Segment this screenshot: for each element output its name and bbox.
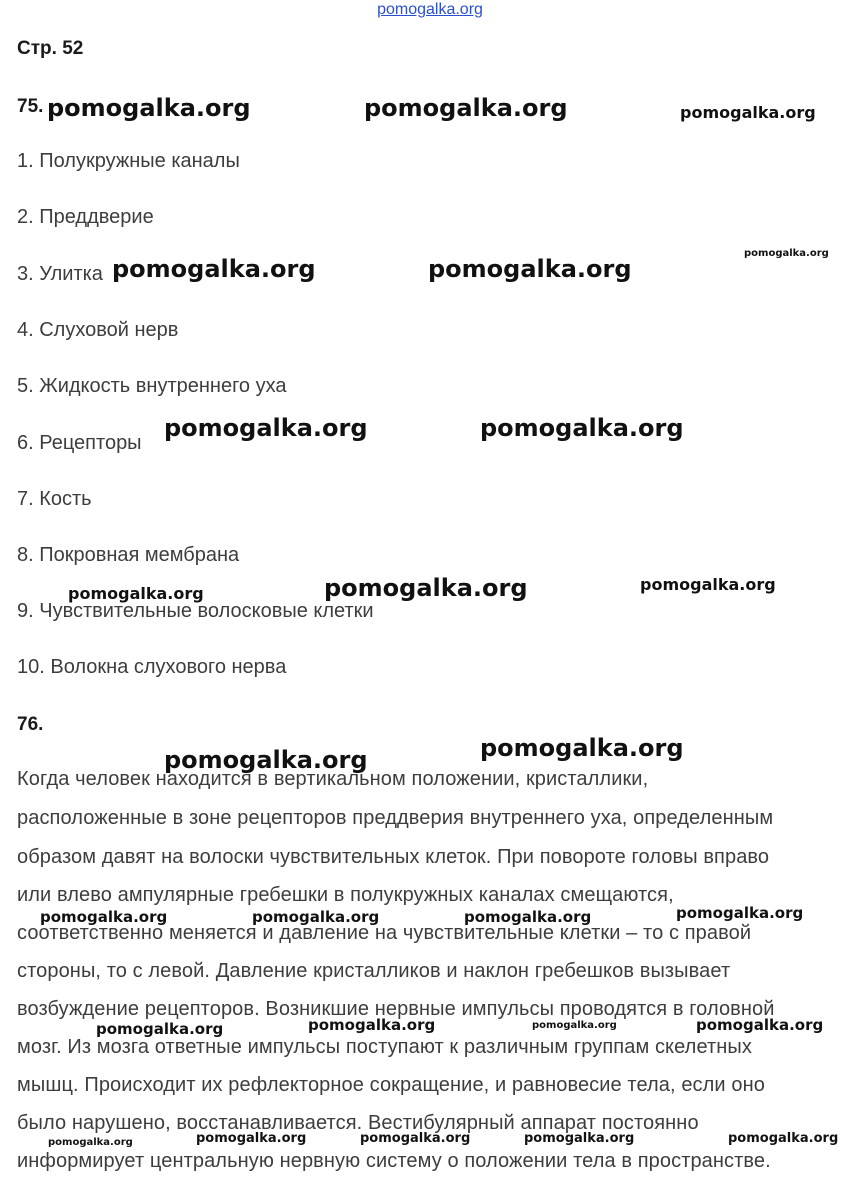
watermark: pomogalka.org	[744, 248, 829, 259]
list-item: 10. Волокна слухового нерва	[17, 656, 287, 678]
paragraph-line: мышц. Происходит их рефлекторное сокращение, и равновесие тела, если оно	[17, 1074, 765, 1096]
site-link[interactable]: pomogalka.org	[377, 1, 483, 18]
paragraph-line: образом давят на волоски чувствительных клеток. При повороте головы вправо	[17, 846, 770, 868]
watermark: pomogalka.org	[252, 908, 380, 926]
paragraph-line: или влево ампулярные гребешки в полукружных каналах смещаются,	[17, 884, 674, 906]
list-item: 2. Преддверие	[17, 206, 154, 228]
watermark: pomogalka.org	[48, 1137, 133, 1148]
watermark: pomogalka.org	[464, 908, 592, 926]
paragraph-line: соответственно меняется и давление на чувствительные клетки – то с правой	[17, 922, 752, 944]
watermark: pomogalka.org	[196, 1131, 307, 1146]
watermark: pomogalka.org	[696, 1016, 824, 1034]
watermark: pomogalka.org	[532, 1020, 617, 1031]
watermark: pomogalka.org	[47, 94, 251, 122]
watermark: pomogalka.org	[640, 575, 776, 594]
watermark: pomogalka.org	[40, 908, 168, 926]
watermark: pomogalka.org	[68, 584, 204, 603]
watermark: pomogalka.org	[524, 1131, 635, 1146]
list-item: 7. Кость	[17, 488, 92, 510]
paragraph-line: возбуждение рецепторов. Возникшие нервные импульсы проводятся в головной	[17, 998, 775, 1020]
paragraph-line: мозг. Из мозга ответные импульсы поступают к различным группам скелетных	[17, 1036, 752, 1058]
paragraph-line: стороны, то с левой. Давление кристалликов и наклон гребешков вызывает	[17, 960, 731, 982]
watermark: pomogalka.org	[680, 103, 816, 122]
list-item: 6. Рецепторы	[17, 432, 142, 454]
watermark: pomogalka.org	[112, 255, 316, 283]
list-item: 9. Чувствительные волосковые клетки	[17, 600, 374, 622]
watermark: pomogalka.org	[364, 94, 568, 122]
watermark: pomogalka.org	[676, 904, 804, 922]
watermark: pomogalka.org	[164, 746, 368, 774]
list-item: 8. Покровная мембрана	[17, 544, 240, 566]
watermark: pomogalka.org	[480, 734, 684, 762]
task-76-number: 76.	[17, 714, 44, 735]
watermark: pomogalka.org	[480, 414, 684, 442]
list-item: 4. Слуховой нерв	[17, 319, 179, 341]
watermark: pomogalka.org	[308, 1016, 436, 1034]
watermark: pomogalka.org	[428, 255, 632, 283]
watermark: pomogalka.org	[96, 1020, 224, 1038]
task-75-number: 75.	[17, 96, 44, 117]
watermark: pomogalka.org	[360, 1131, 471, 1146]
watermark: pomogalka.org	[728, 1131, 839, 1146]
paragraph-line: информирует центральную нервную систему о положении тела в пространстве.	[17, 1150, 771, 1172]
page-label: Стр. 52	[17, 38, 84, 59]
watermark: pomogalka.org	[324, 574, 528, 602]
paragraph-line: было нарушено, восстанавливается. Вестибулярный аппарат постоянно	[17, 1112, 699, 1134]
paragraph-line: Когда человек находится в вертикальном положении, кристаллики,	[17, 768, 649, 790]
list-item: 5. Жидкость внутреннего уха	[17, 375, 287, 397]
watermark: pomogalka.org	[164, 414, 368, 442]
list-item: 1. Полукружные каналы	[17, 150, 240, 172]
list-item: 3. Улитка	[17, 263, 103, 285]
paragraph-line: расположенные в зоне рецепторов преддверия внутреннего уха, определенным	[17, 807, 774, 829]
